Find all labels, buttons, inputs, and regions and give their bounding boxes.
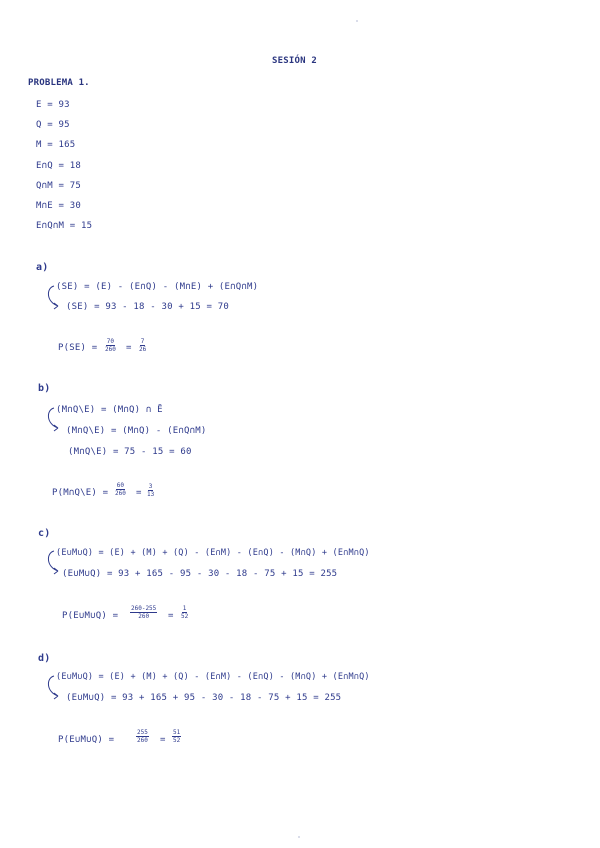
fraction-numerator: 60 (116, 482, 125, 489)
fraction-denominator: 13 (147, 491, 155, 498)
part-label: d) (38, 653, 51, 664)
fraction-denominator: 260 (115, 490, 126, 497)
fraction-denominator: 260 (105, 346, 116, 353)
fraction (180, 605, 189, 620)
fraction (130, 605, 157, 620)
part-label: c) (38, 528, 51, 539)
problem-heading: PROBLEMA 1. (28, 78, 90, 88)
given-item: E∩Q∩M = 15 (36, 221, 93, 231)
fraction-denominator: 260 (138, 613, 150, 620)
equals-sign: = (160, 735, 166, 745)
page-title: SESIÓN 2 (272, 56, 317, 66)
equation-line: (M∩Q\E) = (M∩Q) ∩ Ē (56, 405, 163, 415)
fraction-denominator: 26 (139, 346, 147, 353)
fraction-numerator: 1 (182, 605, 187, 612)
equation-line: (E∪M∪Q) = 93 + 165 + 95 - 30 - 18 - 75 + 15 = 255 (66, 693, 342, 703)
fraction-numerator: 255 (137, 729, 148, 736)
equation-line: (E∪M∪Q) = (E) + (M) + (Q) - (E∩M) - (E∩Q) - (M∩Q) + (E∩M∩Q) (56, 672, 370, 682)
fraction (136, 729, 149, 744)
fraction-numerator: 260-255 (131, 605, 157, 612)
equation-line: (E∪M∪Q) = 93 + 165 - 95 - 30 - 18 - 75 + 15 = 255 (62, 569, 338, 579)
given-item: E = 93 (36, 100, 70, 110)
fraction (138, 338, 147, 353)
equation-line: (M∩Q\E) = (M∩Q) - (E∩Q∩M) (66, 426, 207, 436)
fraction-denominator: 52 (181, 613, 189, 620)
fraction-numerator: 70 (106, 338, 115, 345)
given-item: M = 165 (36, 140, 76, 150)
probability-prefix: P(E∪M∪Q) = (58, 735, 115, 745)
part-label: b) (38, 383, 51, 394)
given-item: Q∩M = 75 (36, 181, 81, 191)
given-item: M∩E = 30 (36, 201, 81, 211)
given-item: E∩Q = 18 (36, 161, 81, 171)
probability-prefix: P(SE) = (58, 343, 98, 353)
fraction-numerator: 7 (140, 338, 145, 345)
probability-prefix: P(E∪M∪Q) = (62, 611, 119, 621)
fraction-denominator: 260 (137, 737, 148, 744)
equals-sign: = (136, 488, 142, 498)
fraction-numerator: 51 (173, 729, 181, 736)
probability-prefix: P(M∩Q\E) = (52, 488, 109, 498)
equation-line: (E∪M∪Q) = (E) + (M) + (Q) - (E∩M) - (E∩Q) - (M∩Q) + (E∩M∩Q) (56, 548, 370, 558)
fraction-numerator: 3 (148, 483, 153, 490)
scan-speck (298, 836, 300, 838)
given-item: Q = 95 (36, 120, 70, 130)
fraction-denominator: 52 (173, 737, 181, 744)
scan-speck (356, 20, 358, 22)
equation-line: (SE) = 93 - 18 - 30 + 15 = 70 (66, 302, 229, 312)
fraction (104, 338, 117, 353)
equals-sign: = (168, 611, 174, 621)
equation-line: (SE) = (E) - (E∩Q) - (M∩E) + (E∩Q∩M) (56, 282, 259, 292)
fraction (172, 729, 181, 744)
fraction (114, 482, 127, 497)
equals-sign: = (126, 343, 132, 353)
equation-line: (M∩Q\E) = 75 - 15 = 60 (68, 447, 192, 457)
fraction (146, 483, 155, 498)
part-label: a) (36, 262, 49, 273)
